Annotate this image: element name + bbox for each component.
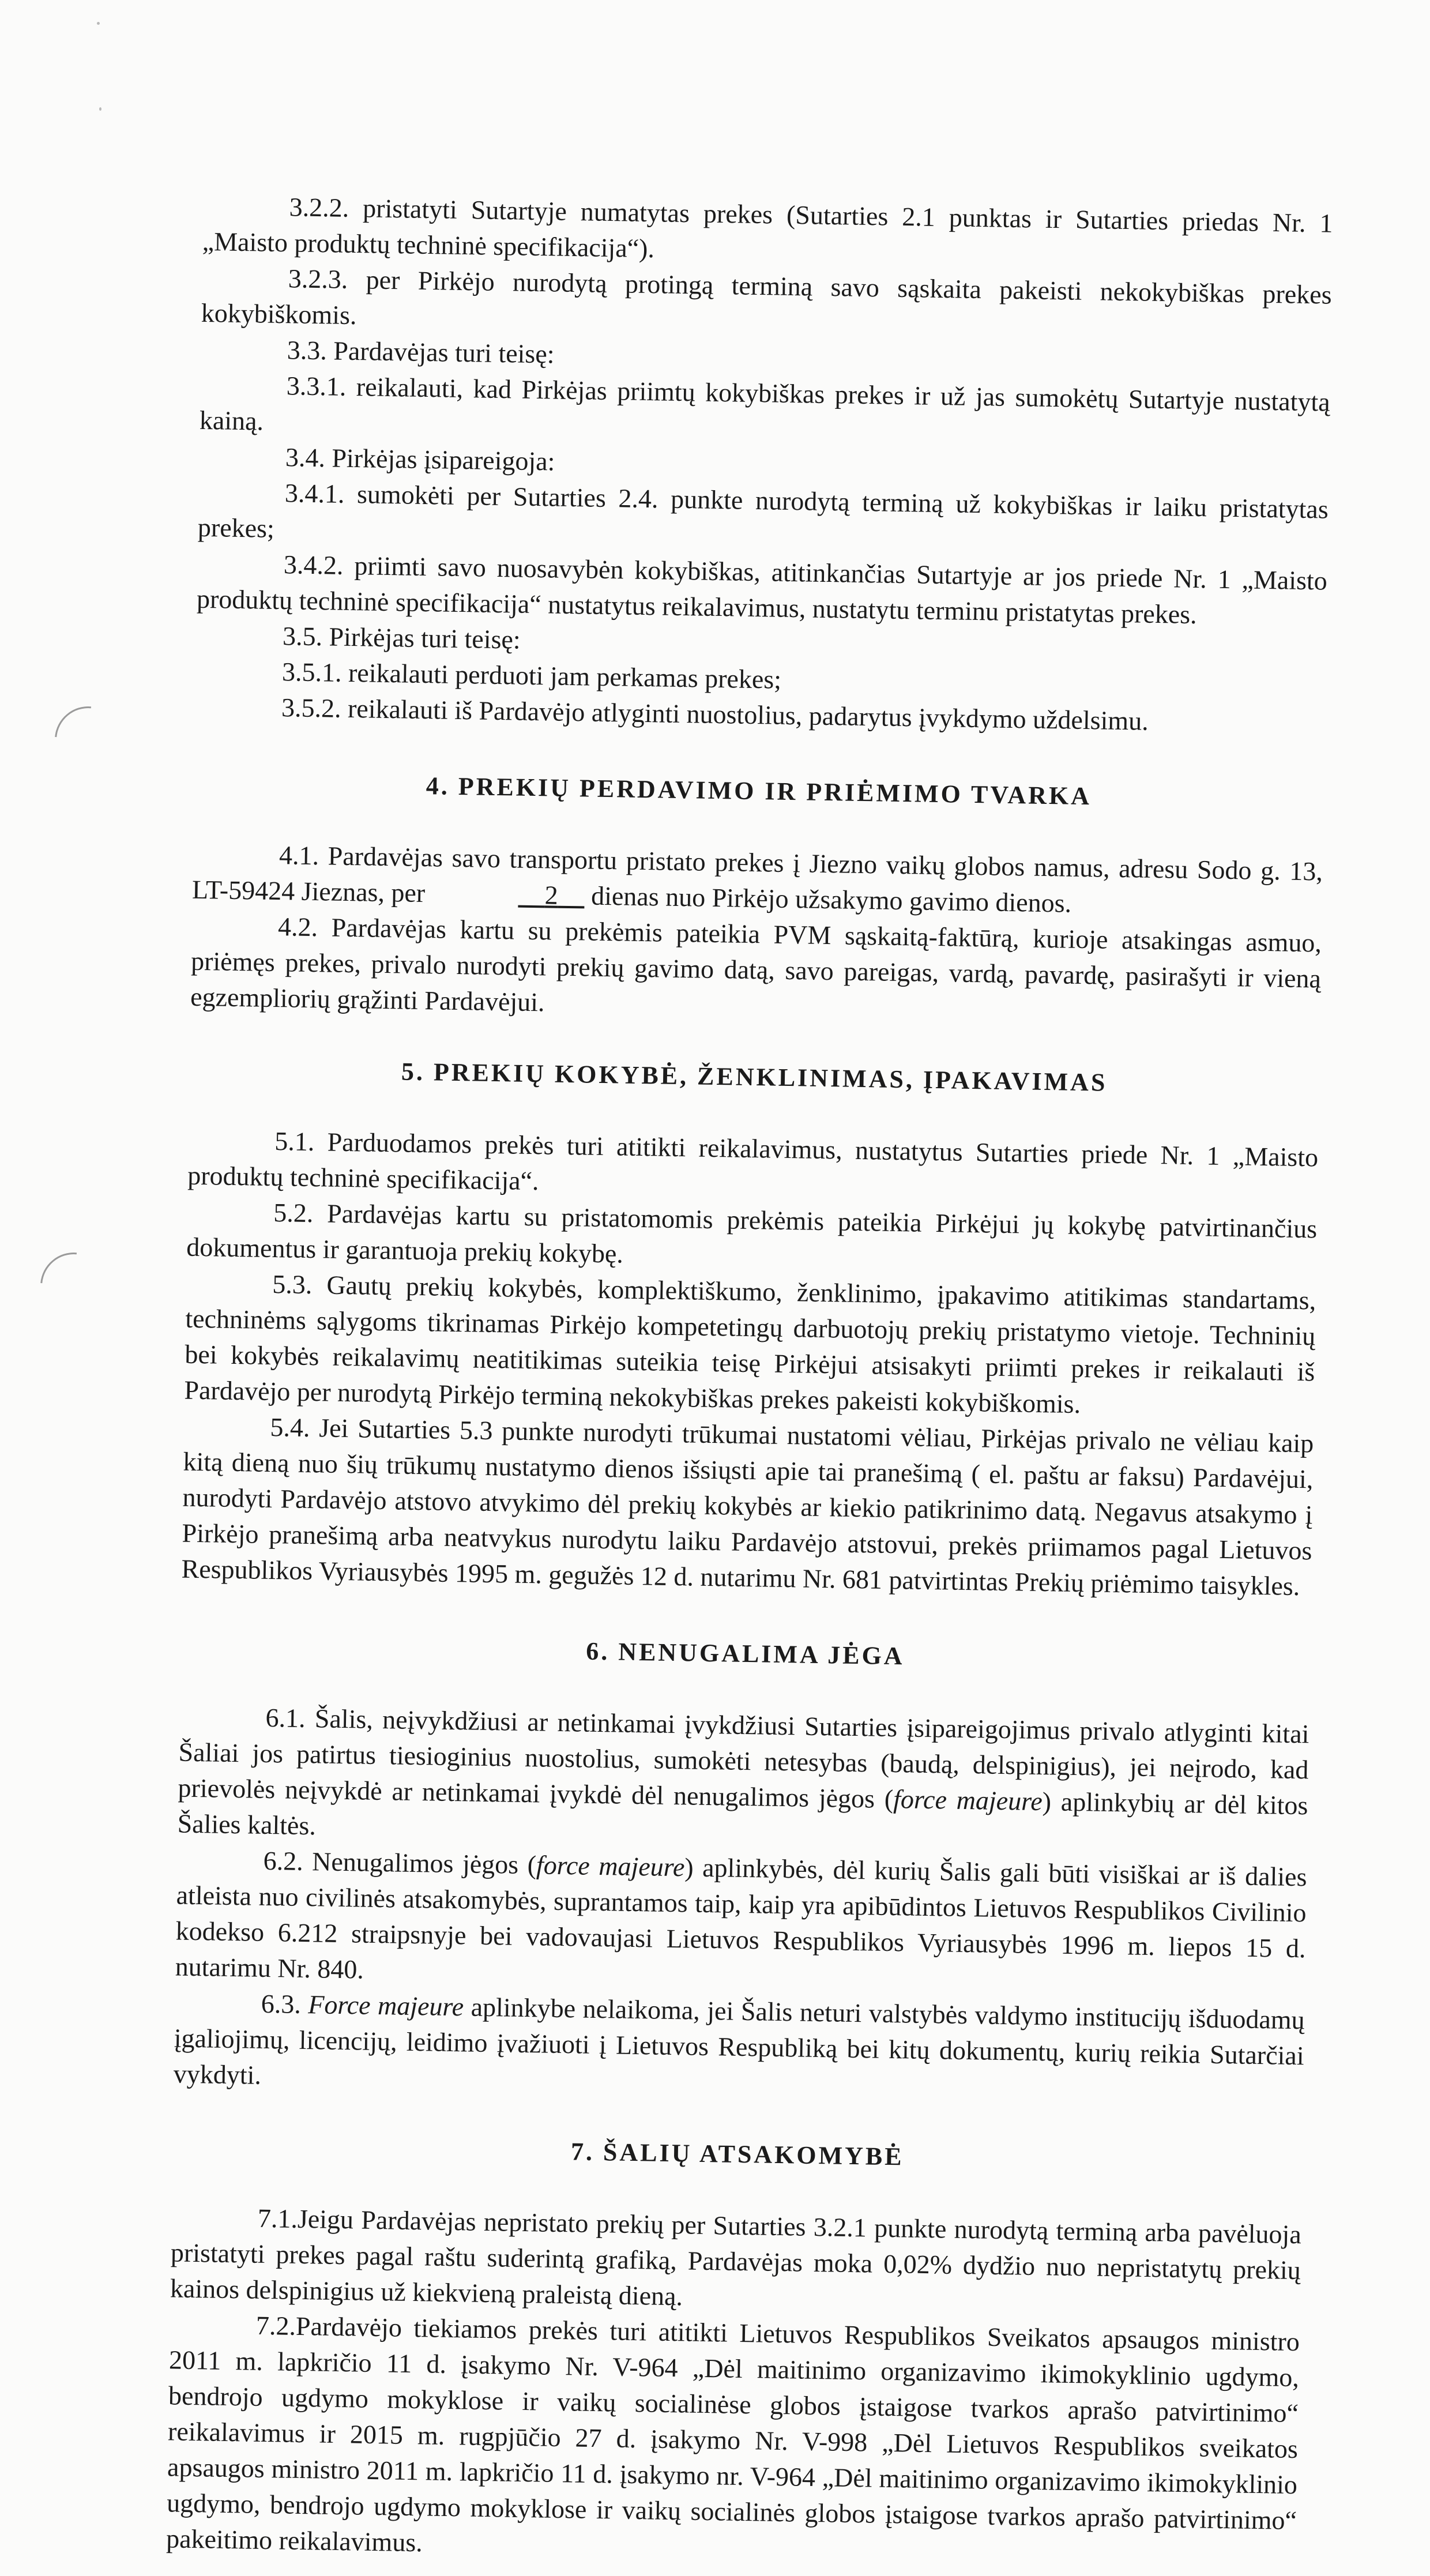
clause-4-2: 4.2. Pardavėjas kartu su prekėmis pateikia PVM sąskaitą-faktūrą, kurioje atsakingas asmuo, priėmęs prekes, privalo nurodyti prekių gavimo datą, savo pareigas, vardą, pavardę, pasirašyti ir vieną egzempliorių grąžinti Pardavėjui. xyxy=(190,912,1322,1017)
clause-3-5: 3.5. Pirkėjas turi teisę: xyxy=(282,621,521,655)
clause-5-4: 5.4. Jei Sutarties 5.3 punkte nurodyti trūkumai nustatomi vėliau, Pirkėjas privalo ne vėliau kaip kitą dieną nuo šių trūkumų nustatymo dienos išsiųsti apie tai pranešimą ( el. paštu ar faksu) Pardavėjui, nurodyti Pardavėjo atstovo atvykimo dėl prekių kokybės ar kiekio patikrinimo datą. Negavus atsakymo į Pirkėjo pranešimą arba neatvykus nurodytu laiku Pardavėjo atstovui, prekės priimamos pagal Lietuvos Respublikos Vyriausybės 1995 m. gegužės 12 d. nutarimu Nr. 681 patvirtintas Prekių priėmimo taisykles. xyxy=(181,1412,1314,1601)
clause-6-3-text-a: 6.3. xyxy=(261,1988,302,2019)
clause-3-5-2: 3.5.2. reikalauti iš Pardavėjo atlyginti nuostolius, padarytus įvykdymo uždelsimu. xyxy=(281,693,1149,736)
clause-6-2 xyxy=(175,1842,1307,2003)
clause-3-3-1: 3.3.1. reikalauti, kad Pirkėjas priimtų kokybiškas prekes ir už jas sumokėtų Sutartyje nustatytą kainą. xyxy=(199,371,1331,436)
section-5-title: 5. PREKIŲ KOKYBĖ, ŽENKLINIMAS, ĮPAKAVIMAS xyxy=(401,1057,1108,1097)
force-majeure-term: force majeure xyxy=(536,1850,685,1882)
section-7-title: 7. ŠALIŲ ATSAKOMYBĖ xyxy=(570,2137,904,2171)
clause-3-5-1: 3.5.1. reikalauti perduoti jam perkamas prekes; xyxy=(281,657,782,694)
clause-6-1 xyxy=(177,1699,1309,1860)
clause-3-4: 3.4. Pirkėjas įsipareigoja: xyxy=(285,442,555,476)
clause-6-2-text-b: ) aplinkybės, dėl kurių Šalis gali būti visiškai ar iš dalies atleista nuo civilinės atsakomybės, suprantamos taip, kaip yra apibūdintos Lietuvos Respublikos Civilinio kodekso 6.212 straipsnyje bei vadovaujasi Lietuvos Respublikos Vyriausybės 1996 m. liepos 15 d. nutarimu Nr. 840. xyxy=(175,1852,1307,1984)
clause-4-1-text-a: 4.1. Pardavėjas savo transportu pristato prekes į Jiezno vaikų globos namus, adresu Sodo g. 13, LT-59424 Jieznas, per xyxy=(191,840,1323,908)
force-majeure-term: force majeure xyxy=(893,1784,1043,1817)
delivery-days-field xyxy=(431,875,585,913)
clause-3-4-2: 3.4.2. priimti savo nuosavybėn kokybiškas, atitinkančias Sutartyje ar jos priede Nr. 1 „Maisto produktų techninė specifikacija“ nustatytus reikalavimus, nustatytu terminu pristatytas prekes. xyxy=(196,550,1328,630)
clause-6-3-text-b: aplinkybe nelaikoma, jei Šalis neturi valstybės valdymo institucijų išduodamų įgaliojimų, licencijų, leidimo įvažiuoti į Lietuvos Respubliką bei kitų dokumentų, kurių reikia Sutarčiai vykdyti. xyxy=(173,1992,1305,2090)
clause-5-1: 5.1. Parduodamos prekės turi atitikti reikalavimus, nustatytus Sutarties priede Nr. 1 „Maisto produktų techninė specifikacija“. xyxy=(187,1126,1319,1196)
clause-3-2-2: 3.2.2. pristatyti Sutartyje numatytas prekes (Sutarties 2.1 punktas ir Sutarties priedas Nr. 1 „Maisto produktų techninė specifikacija“). xyxy=(202,192,1333,264)
clause-6-2-text-a: 6.2. Nenugalimos jėgos ( xyxy=(263,1845,537,1880)
force-majeure-term: Force majeure xyxy=(308,1990,464,2022)
clause-7-1: 7.1.Jeigu Pardavėjas nepristato prekių per Sutarties 3.2.1 punkte nurodytą terminą arba pavėluoja pristatyti prekes pagal raštu suderintą grafiką, Pardavėjas moka 0,02% dydžio nuo nepristatytų prekių kainos delspinigius už kiekvieną praleistą dieną. xyxy=(170,2203,1302,2311)
clause-4-1-text-b: dienas nuo Pirkėjo užsakymo gavimo dienos. xyxy=(590,881,1072,918)
clause-5-3: 5.3. Gautų prekių kokybės, komplektiškumo, ženklinimo, įpakavimo atitikimas standartams, techninėms sąlygoms tikrinamas Pirkėjo kompetetingų darbuotojų prekių pristatymo vietoje. Techninių bei kokybės reikalavimų neatitikimas suteikia teisę Pirkėjui atsisakyti priimti prekes ir reikalauti iš Pardavėjo per nurodytą Pirkėjo terminą nekokybiškas prekes pakeisti kokybiškomis. xyxy=(184,1269,1316,1419)
section-4-title: 4. PREKIŲ PERDAVIMO IR PRIĖMIMO TVARKA xyxy=(426,772,1092,811)
clause-3-4-1: 3.4.1. sumokėti per Sutarties 2.4. punkte nurodytą terminą už kokybiškas ir laiku pristatytas prekes; xyxy=(197,478,1329,543)
section-6-title: 6. NENUGALIMA JĖGA xyxy=(585,1637,905,1671)
document-body xyxy=(166,188,1333,2574)
clause-6-1-text-a: 6.1. Šalis, neįvykdžiusi ar netinkamai įvykdžiusi Sutarties įsipareigojimus privalo atlyginti kitai Šaliai jos patirtus tiesioginius nuostolius, sumokėti netesybas (baudą, delspinigius), jei neįrodo, kad prievolės neįvykdė ar netinkamai įvykdė dėl nenugalimos jėgos ( xyxy=(178,1702,1309,1814)
clause-5-2: 5.2. Pardavėjas kartu su pristatomomis prekėmis pateikia Pirkėjui jų kokybę patvirtinančius dokumentus ir garantuoja prekių kokybę. xyxy=(186,1198,1318,1269)
clause-7-2: 7.2.Pardavėjo tiekiamos prekės turi atitikti Lietuvos Respublikos Sveikatos apsaugos ministro 2011 m. lapkričio 11 d. įsakymo Nr. V-964 „Dėl maitinimo organizavimo ikimokyklinio ugdymo, bendrojo ugdymo mokyklose ir vaikų socialinėse globos įstaigose tvarkos aprašo patvirtinimo“ reikalavimus ir 2015 m. rugpjūčio 27 d. įsakymo Nr. V-998 „Dėl Lietuvos Respublikos sveikatos apsaugos ministro 2011 m. lapkričio 11 d. įsakymo nr. V-964 „Dėl maitinimo organizavimo ikimokyklinio ugdymo, bendrojo ugdymo mokyklose ir vaikų socialinės globos įstaigose tvarkos aprašo patvirtinimo“ pakeitimo reikalavimus. xyxy=(165,2310,1300,2558)
clause-6-1-text-b: ) aplinkybių ar dėl kitos Šalies kaltės. xyxy=(177,1787,1308,1841)
clause-3-2-3: 3.2.3. per Pirkėjo nurodytą protingą terminą savo sąskaita pakeisti nekokybiškas prekes kokybiškomis. xyxy=(201,264,1332,330)
clause-3-3: 3.3. Pardavėjas turi teisę: xyxy=(287,335,555,369)
delivery-days-value: 2 xyxy=(544,880,559,910)
clause-6-3 xyxy=(173,1984,1305,2109)
